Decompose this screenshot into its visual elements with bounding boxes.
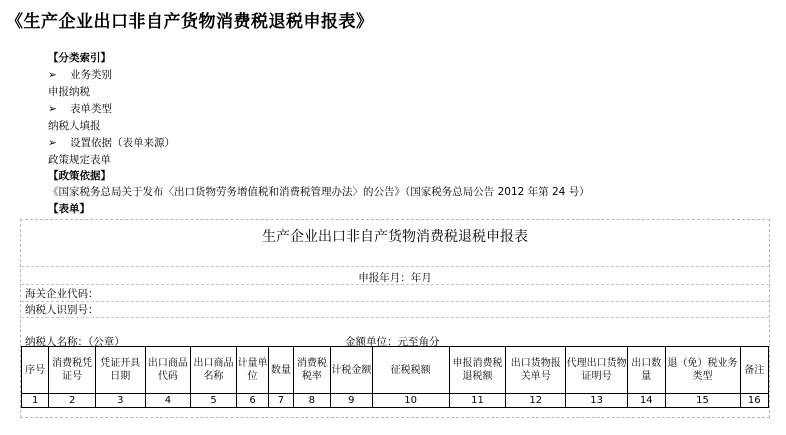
divider [21, 317, 769, 318]
column-number: 5 [191, 394, 237, 408]
declaration-table [21, 346, 769, 408]
classification-index-label: 【分类索引】 [48, 52, 111, 64]
column-header: 计量单位 [236, 347, 268, 394]
amount-unit-label: 金额单位：元至角分 [345, 336, 440, 348]
table-header-row [22, 347, 769, 394]
arrow-bullet-icon: ➢ [48, 137, 57, 149]
column-number: 14 [628, 394, 666, 408]
column-number: 13 [566, 394, 628, 408]
divider [21, 301, 769, 302]
column-number-row [22, 394, 769, 408]
taxpayer-id-label: 纳税人识别号： [25, 304, 99, 316]
column-number: 11 [449, 394, 506, 408]
index-value-taxpayer-fill: 纳税人填报 [48, 120, 101, 132]
index-value-declare-tax: 申报纳税 [48, 86, 90, 98]
column-number: 16 [740, 394, 769, 408]
column-header: 备注 [740, 347, 769, 394]
report-month: 申报年月：年月 [358, 272, 432, 284]
index-value-policy-form: 政策规定表单 [48, 154, 111, 166]
column-header: 退（免）税业务类型 [665, 347, 740, 394]
column-number: 12 [506, 394, 566, 408]
column-header: 代理出口货物证明号 [566, 347, 628, 394]
column-header: 消费税凭证号 [49, 347, 96, 394]
form-section-label: 【表单】 [48, 203, 90, 215]
column-header: 出口商品名称 [191, 347, 237, 394]
taxpayer-name-label: 纳税人名称：（公章） [25, 336, 125, 348]
arrow-bullet-icon: ➢ [48, 103, 57, 115]
column-number: 2 [49, 394, 96, 408]
column-number: 15 [665, 394, 740, 408]
form-title: 生产企业出口非自产货物消费税退税申报表 [262, 229, 528, 245]
column-header: 申报消费税退税额 [449, 347, 506, 394]
index-item-setting-basis: ➢ 设置依据（表单来源） [48, 135, 175, 152]
column-header: 消费税税率 [293, 347, 331, 394]
column-header: 出口货物报关单号 [506, 347, 566, 394]
column-header: 征税税额 [372, 347, 449, 394]
customs-code-label: 海关企业代码： [25, 288, 99, 300]
column-header: 数量 [269, 347, 293, 394]
arrow-bullet-icon: ➢ [48, 69, 57, 81]
column-header: 凭证开具日期 [95, 347, 145, 394]
column-number: 4 [145, 394, 191, 408]
column-number: 10 [372, 394, 449, 408]
column-number: 3 [95, 394, 145, 408]
column-header: 序号 [22, 347, 49, 394]
column-number: 6 [236, 394, 268, 408]
column-header: 计税金额 [331, 347, 373, 394]
document-title: 《生产企业出口非自产货物消费税退税申报表》 [6, 12, 374, 32]
policy-basis-text: 《国家税务总局关于发布〈出口货物劳务增值税和消费税管理办法〉的公告》（国家税务总局公告 2012 年第 24 号） [48, 186, 590, 198]
column-number: 9 [331, 394, 373, 408]
divider [21, 266, 769, 267]
declaration-form [20, 219, 770, 418]
index-item-form-type: ➢ 表单类型 [48, 101, 112, 118]
column-number: 7 [269, 394, 293, 408]
column-header: 出口数量 [628, 347, 666, 394]
index-item-business-category: ➢ 业务类别 [48, 67, 112, 84]
policy-basis-label: 【政策依据】 [48, 170, 111, 182]
column-number: 1 [22, 394, 49, 408]
divider [21, 284, 769, 285]
column-number: 8 [293, 394, 331, 408]
column-header: 出口商品代码 [145, 347, 191, 394]
